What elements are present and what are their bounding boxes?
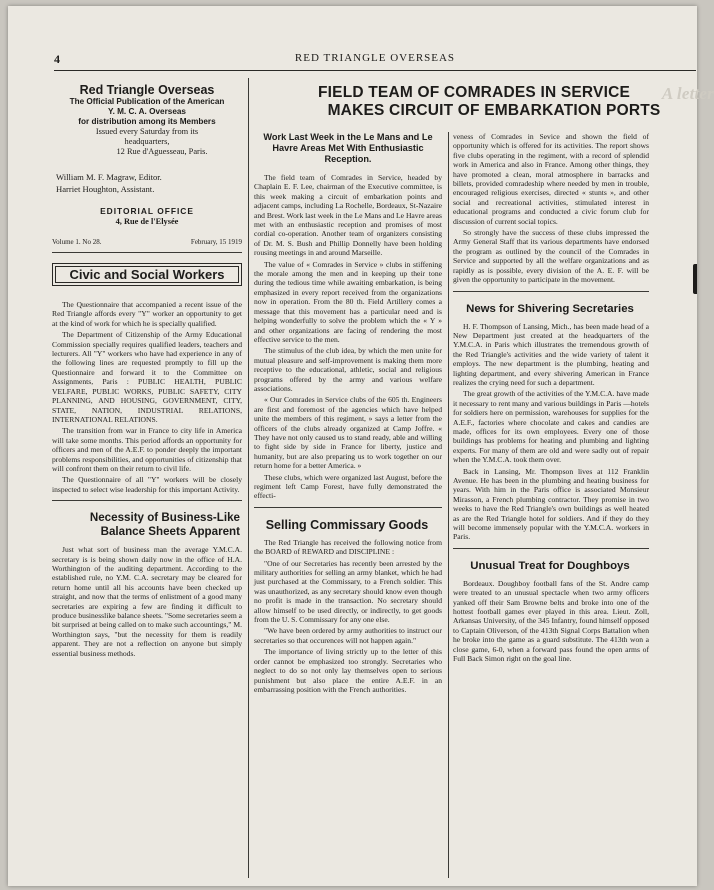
volume-number: Volume 1. No 28. — [52, 238, 102, 247]
page-number: 4 — [54, 52, 60, 66]
article-paragraph: "We have been ordered by army authorities to instruct our secretaries so that occurences will not happen again." — [254, 626, 442, 645]
article-paragraph: "One of our Secretaries has recently been arrested by the military authorities for selling an army blanket, which he had just purchased at the Commissary, to a French soldier. This was unauthorized, as any secretary should know even though no profit is made in the transaction. No secretary should allow himself to be used directly, or indirectly, to get goods from the U. S. Commissary for any one else. — [254, 558, 442, 625]
main-headline-line1: FIELD TEAM OF COMRADES IN SERVICE — [317, 84, 631, 101]
running-title: RED TRIANGLE OVERSEAS — [294, 52, 456, 64]
article-paragraph: The Questionnaire that accompanied a recent issue of the Red Triangle affords every "Y" worker an opportunity to get at the kind of work for which he is specially qualified. — [52, 300, 242, 328]
article-paragraph: The transition from war in France to city life in America will take some months. This period affords an opportunity for officers and men of the A.E.F. to ponder deeply the important problems responsibilities, and opportunities of citizenship that will confront them on their return to civil life. — [52, 426, 242, 473]
article-paragraph: Just what sort of business man the average Y.M.C.A. secretary is is being shown daily now in the office of H.A. Worthington of the auditing department. According to the established rule, no Y.M. C.A. secretary may be cleared for return home until all his accounts have been checked up straight, and now that the terms of enlistment of a good many secretaries are expiring a few are finding it difficult to produce businesslike balance sheets. "Some secretaries seem a bit surprised at being called on to make such accountings," M. Worthington says, "but the necessity for them is readily apparent. They are not a reflection on anyone but simply essential business methods. — [52, 545, 242, 658]
article-paragraph: « Our Comrades in Service clubs of the 605 th. Engineers are first and foremost of the agencies which have helped unite the members of this regiment, » says a letter from the officers of the clubs already organized at Camp Joffre. « They have not only caused us to stand ready, able and willing to fight side by side in France for liberty, justice and humanity, but are also preparing us to work together on our return home for a better America. » — [254, 395, 442, 471]
article-paragraph: The great growth of the activities of the Y.M.C.A. have made it necessary to rent many and various buildings in Paris —hotels for soldiers here on permission, warehouses for supplies for the A.E.F., factories where chocolate and cakes and candies are made, offices for its own employees. Every one of those buildings has problems for heating and plumbing and lighting experts. For many of them are old and were sadly out of repair when the Y.M.C.A. took them over. — [453, 389, 649, 465]
article-paragraph: The Questionnaire of all "Y" workers will be closely inspected to select wise leadership for this important Activity. — [52, 475, 242, 494]
section-rule — [453, 291, 649, 292]
main-headline-line2: MAKES CIRCUIT OF EMBARKATION PORTS — [327, 102, 661, 119]
balance-headline: Necessity of Business-Like Balance Sheets Apparent — [89, 511, 240, 539]
issue-date: February, 15 1919 — [190, 238, 242, 247]
article-paragraph: The Red Triangle has received the following notice from the BOARD of REWARD and DISCIPLINE : — [254, 537, 442, 557]
column-divider-1 — [248, 78, 249, 878]
main-headline — [252, 84, 714, 120]
masthead-line: for distribution among its Members — [78, 117, 216, 127]
doughboys-headline: Unusual Treat for Doughboys — [470, 559, 630, 572]
article-paragraph: veness of Comrades in Sevice and shown the field of opportunity which is offered for its activities. The report shows five clubs operating in the regiment, with a record of splendid work in America and also in France. Among other things, they have promoted a clean, moral atmosphere in barracks and billets, provided comradeship where needed by men in trouble, encouraged religious exercises, directed « stunts », and other social and recreational activities, stimulated interest in educational programs and conducted a civic forum club for discussion of current social topics. — [453, 132, 649, 226]
section-rule — [254, 507, 442, 508]
article-paragraph: The importance of living strictly up to the letter of this order cannot be emphasized too strongly. Secretaries who neglect to do so not only lay themselves open to serious punishment but also place the entire A.E.F. in an embarrassing position with the French authorities. — [254, 647, 442, 694]
column-right — [453, 132, 649, 666]
article-paragraph: Back in Lansing, Mr. Thompson lives at 112 Franklin Avenue. He has been in the plumbing and heating business for years. With him in the Paris office is associated Monsieur Mirasson, a French plumbing contractor. They promise in two weeks to have the Red Triangle's own buildings as well heated as are the Red Triangle hotel for soldiers. And if they do they will become immensely popular with the Y.M.C.A. workers in Paris. — [453, 466, 649, 542]
article-paragraph: H. F. Thompson of Lansing, Mich., has been made head of a New Department just created at the headquarters of the Y.M.C.A. in Paris which illustrates the tremendous growth of the Red Triangle's activities and the wide variety of talent it employs. The new department is the plumbing, heating and lighting department, and every shivering American in France realizes the crying need for such a department. — [453, 321, 649, 387]
column-divider-2 — [448, 132, 449, 878]
article-paragraph: The value of « Comrades in Service » clubs in stiffening the morale among the men and in keeping up their tone during the tedious time while awaiting embarkation, is being emphasized in every report received from the organizations now in operation. From the 80 th. Field Artillery comes a message that this movement has a particular need and is helping wonderfully to solve the problem which the « Y » and other organizations are facing of rendering the most effective service to the men. — [254, 259, 442, 344]
masthead-address: 12 Rue d'Aguesseau, Paris. — [116, 147, 208, 157]
commissary-headline: Selling Commissary Goods — [265, 517, 429, 532]
masthead-line: Issued every Saturday from its — [95, 127, 199, 137]
article-paragraph: These clubs, which were organized last August, before the regiment left Camp Forest, have fully demonstrated the effecti- — [254, 472, 442, 501]
civic-headline-box — [52, 263, 242, 286]
newspaper-page — [8, 6, 714, 886]
article-paragraph: Bordeaux. Doughboy football fans of the St. Andre camp were treated to an unusual spectacle when two army officers yanked off their Sam Browne belts and broke into one of the hottest football games ever played in this area. Lieut. Zoll, Arkansas University, of the 345 Infantry, found himself opposed to Captain Oliverson, of the 413th Signal Corps Battalion when he broke into the game as a guard substitute. The 413th won a close game, 6-0, when a forward pass found the open arms of Full Back Simon right on the goal line. — [453, 578, 649, 664]
field-subheadline: Work Last Week in the Le Mans and Le Havre Areas Met With Enthusiastic Reception. — [263, 132, 433, 164]
page-edge-tab — [693, 264, 697, 294]
section-rule — [453, 548, 649, 549]
editors — [56, 171, 242, 195]
article-paragraph: The stimulus of the club idea, by which the men unite for mutual pleasure and self-improvement is making them more receptive to the educational, athletic, social and religious programs offered by the army and various welfare associations. — [254, 346, 442, 393]
assistant-name: Harriet Houghton, Assistant. — [56, 184, 155, 195]
office-address: 4, Rue de l'Elysée — [115, 216, 179, 226]
column-left — [52, 80, 242, 660]
bleed-through-text: A letter — [661, 84, 714, 103]
article-paragraph: The field team of Comrades in Service, headed by Chaplain E. F. Lee, chairman of the Executive committee, is this week making a circuit of embarkation points and adjacent camps, including La Rochelle, Bordeaux, St-Nazaire and Brest. Work last week in the Le Mans and Le Havre areas met with an enthusiastic reception and promises of most cordial co-operation. Another team of organizers consisting of Dr. M. S. Bush and Phillip Donnelly have been holding rousing meetings in and around Marseille. — [254, 173, 442, 258]
column-middle — [254, 132, 442, 696]
editorial-office — [52, 207, 242, 226]
volume-line — [52, 238, 242, 252]
office-title: EDITORIAL OFFICE — [100, 206, 194, 217]
masthead — [52, 83, 242, 157]
editor-name: William M. F. Magraw, Editor. — [56, 172, 162, 183]
article-paragraph: The Department of Citizenship of the Army Educational Commission specially requires qualified leaders, teachers and lecturers. All "Y" workers who have had experience in any of the following lines are requested promptly to fill up the Questionnaire and forward it to the Committee on Assignments, Paris : PUBLIC HEALTH, PUBLIC VELFARE, PUBLIC WORKS, PUBLIC SAFETY, CITY PLANNING, AND HOUSING, GOVERNMENT, CITY, STATE, NATION, INDUSTRIAL RELATIONS, INTERNATIONAL RELATIONS. — [52, 330, 242, 424]
masthead-line: The Official Publication of the American — [69, 97, 225, 107]
masthead-line: Y. M. C. A. Overseas — [108, 107, 186, 117]
section-rule — [52, 500, 242, 501]
shivering-headline: News for Shivering Secretaries — [466, 302, 634, 315]
masthead-line: headquarters, — [124, 137, 170, 147]
masthead-title: Red Triangle Overseas — [79, 83, 215, 97]
civic-headline: Civic and Social Workers — [55, 266, 239, 283]
article-paragraph: So strongly have the success of these clubs impressed the Army General Staff that its various departments have endorsed the program as outlined by the council of the Comrades in Service and supported by all the welfare organizations and as rapidly as is possible, every division of the A. E. F. will be given the opportunity to participate in the movement. — [453, 228, 649, 285]
page-header — [54, 50, 696, 71]
